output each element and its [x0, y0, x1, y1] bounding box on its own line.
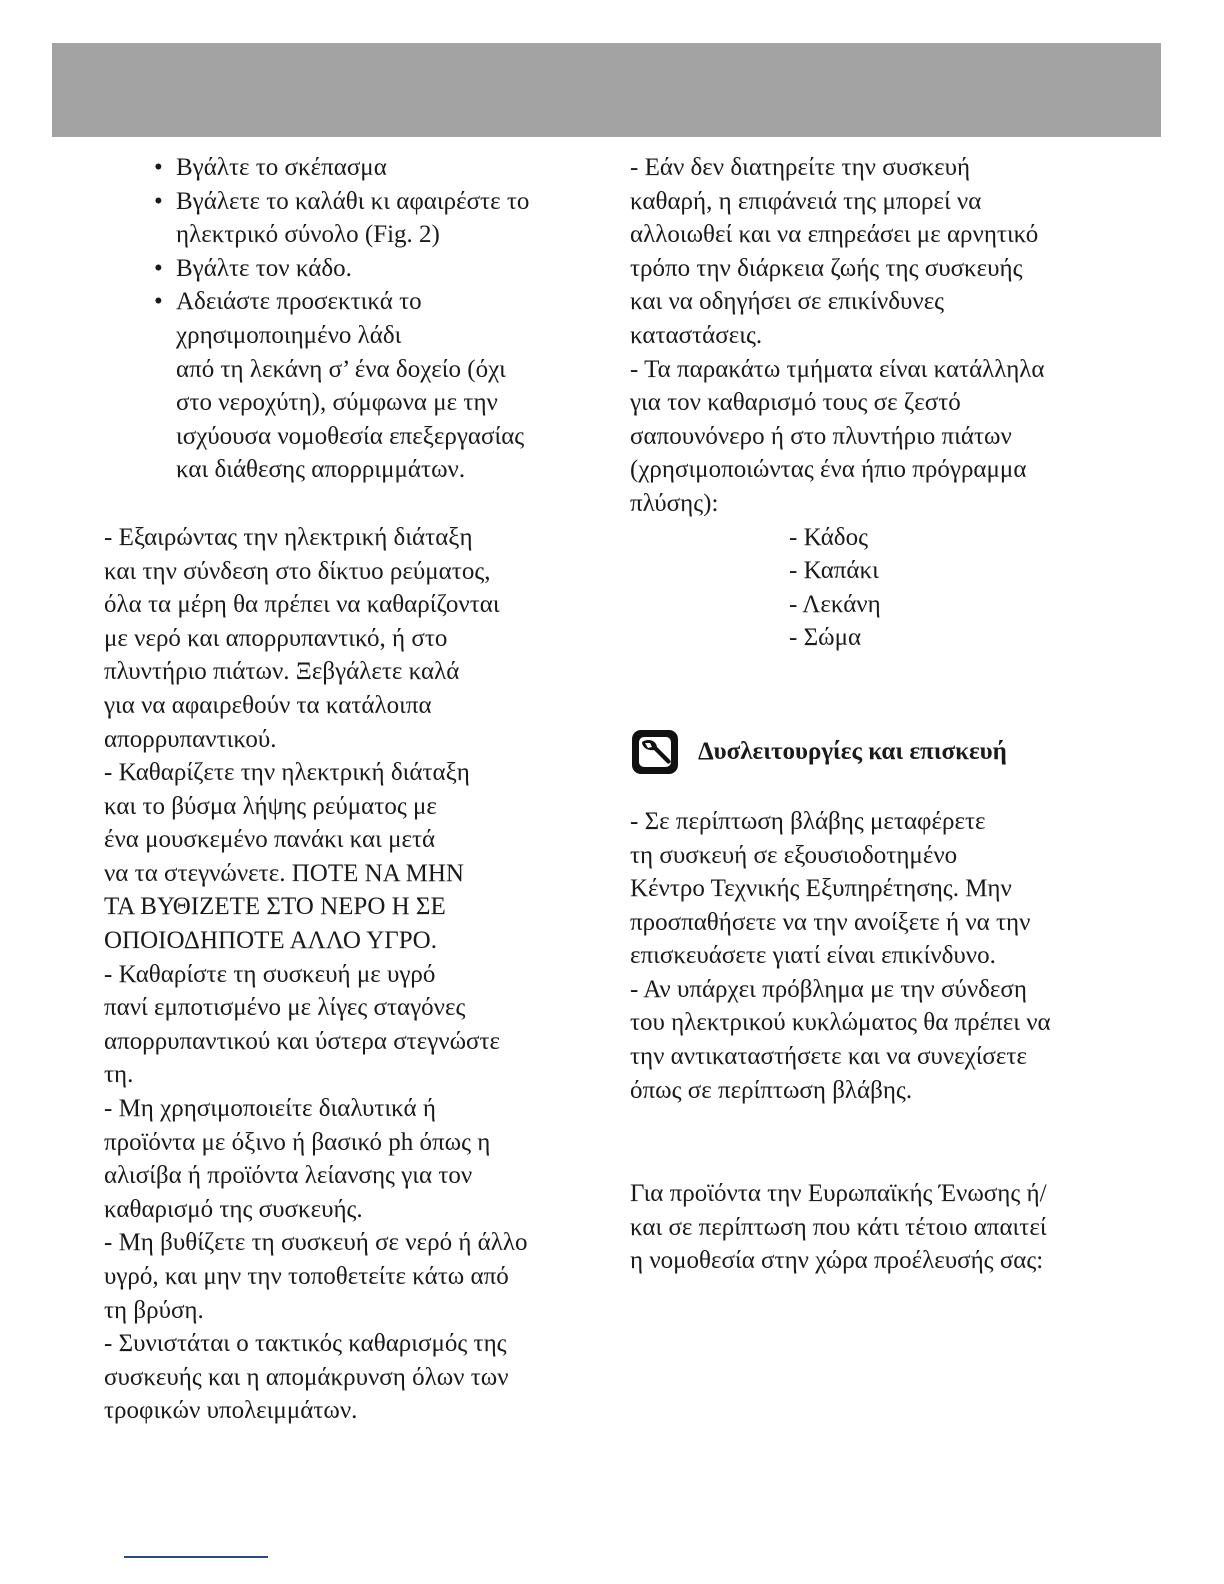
text-line: Κέντρο Τεχνικής Εξυπηρέτησης. Μην: [630, 875, 1012, 903]
text-line: - Αν υπάρχει πρόβλημα με την σύνδεση: [630, 975, 1027, 1003]
text-line: υγρό, και μην την τοποθετείτε κάτω από: [104, 1263, 509, 1290]
list-item: - Κάδος: [789, 523, 868, 551]
cleaning-instructions: [104, 521, 594, 1428]
text-line: - Εξαιρώντας την ηλεκτρική διάταξη: [104, 523, 473, 551]
text-line: με νερό και απορρυπαντικό, ή στο: [104, 624, 448, 652]
text-line: και το βύσμα λήψης ρεύματος με: [104, 792, 437, 820]
bullet-icon: •: [154, 254, 163, 282]
text-line: ΟΠΟΙΟΔΗΠΟΤΕ ΑΛΛΟ ΥΓΡΟ.: [104, 927, 437, 955]
text-line: και την σύνδεση στο δίκτυο ρεύματος,: [104, 557, 491, 585]
text-line: - Σε περίπτωση βλάβης μεταφέρετε: [630, 807, 986, 835]
text-line: προϊόντα με όξινο ή βασικό ph όπως η: [104, 1128, 491, 1156]
text-line: την αντικαταστήσετε και να συνεχίσετε: [630, 1043, 1027, 1071]
right-column: [630, 151, 1130, 1278]
text-line: τροφικών υπολειμμάτων.: [104, 1397, 358, 1425]
text-line: αλισίβα ή προϊόντα λείανσης για τον: [104, 1162, 473, 1190]
list-item: • Αδειάστε προσεκτικά το χρησιμοποιημένο λάδι από τη λεκάνη σ’ ένα δοχείο (όχι στο νεροχύτη), σύμφωνα με την ισχύουσα νομοθεσία επεξεργασίας και διάθεσης απορριμμάτων.: [104, 285, 594, 487]
text-line: απορρυπαντικού και ύστερα στεγνώστε: [104, 1027, 501, 1055]
section-heading: [630, 723, 1130, 781]
text-line: - Εάν δεν διατηρείτε την συσκευή: [630, 154, 971, 181]
text-line: πλύσης):: [630, 489, 719, 517]
footer-rule: [124, 1556, 268, 1558]
text-line: και να οδηγήσει σε επικίνδυνες: [630, 288, 945, 316]
text-line: τη συσκευή σε εξουσιοδοτημένο: [630, 841, 958, 869]
list-item: • Βγάλετε το καλάθι κι αφαιρέστε το ηλεκτρικό σύνολο (Fig. 2): [104, 185, 594, 252]
text-line: καθαρή, η επιφάνειά της μπορεί να: [630, 187, 982, 215]
text-line: - Μη βυθίζετε τη συσκευή σε νερό ή άλλο: [104, 1229, 528, 1257]
text-line: του ηλεκτρικού κυκλώματος θα πρέπει να: [630, 1009, 1051, 1037]
text-line: αλλοιωθεί και να επηρεάσει με αρνητικό: [630, 221, 1039, 249]
text-line: να τα στεγνώνετε. ΠΟΤΕ ΝΑ ΜΗΝ: [104, 859, 464, 887]
text-line: πλυντήριο πιάτων. Ξεβγάλετε καλά: [104, 658, 460, 686]
text-line: απορρυπαντικού.: [104, 725, 277, 753]
text-line: όλα τα μέρη θα πρέπει να καθαρίζονται: [104, 591, 500, 619]
wrench-icon: [630, 728, 680, 776]
text-line: (χρησιμοποιώντας ένα ήπιο πρόγραμμα: [630, 456, 1027, 484]
list-item: - Λεκάνη: [789, 590, 881, 618]
bullet-icon: •: [154, 288, 163, 316]
text-line: σαπουνόνερο ή στο πλυντήριο πιάτων: [630, 422, 1012, 450]
text-line: επισκευάσετε γιατί είναι επικίνδυνο.: [630, 942, 996, 970]
text-line: καθαρισμό της συσκευής.: [104, 1195, 363, 1223]
removal-steps-list: [104, 151, 594, 487]
text-line: όπως σε περίπτωση βλάβης.: [630, 1076, 913, 1104]
repair-paragraph: [630, 805, 1130, 1107]
header-band: [52, 43, 1161, 137]
bullet-icon: •: [154, 154, 163, 181]
text-line: ένα μουσκεμένο πανάκι και μετά: [104, 826, 436, 854]
list-item: • Βγάλτε το σκέπασμα: [104, 151, 594, 185]
section-title: Δυσλειτουργίες και επισκευή: [698, 738, 1007, 766]
text-line: και σε περίπτωση που κάτι τέτοιο απαιτεί: [630, 1213, 1047, 1241]
text-line: - Καθαρίζετε την ηλεκτρική διάταξη: [104, 759, 470, 787]
maintenance-paragraph: [630, 151, 1130, 521]
text-line: τη.: [104, 1061, 134, 1089]
text-line: - Μη χρησιμοποιείτε διαλυτικά ή: [104, 1095, 436, 1123]
text-line: ΤΑ ΒΥΘΙΖΕΤΕ ΣΤΟ ΝΕΡΟ Η ΣΕ: [104, 893, 446, 921]
text-line: η νομοθεσία στην χώρα προέλευσής σας:: [630, 1247, 1044, 1275]
list-item: - Καπάκι: [789, 557, 879, 585]
bullet-icon: •: [154, 187, 163, 215]
eu-disposal-paragraph: [630, 1177, 1130, 1278]
text-line: - Τα παρακάτω τμήματα είναι κατάλληλα: [630, 355, 1045, 383]
list-item: - Σώμα: [789, 624, 862, 652]
text-line: πανί εμποτισμένο με λίγες σταγόνες: [104, 994, 466, 1022]
list-item: • Βγάλτε τον κάδο.: [104, 252, 594, 286]
dishwasher-safe-parts-list: [630, 521, 1130, 655]
text-line: Για προϊόντα την Ευρωπαϊκής Ένωσης ή/: [630, 1180, 1047, 1208]
text-line: προσπαθήσετε να την ανοίξετε ή να την: [630, 908, 1031, 936]
text-line: καταστάσεις.: [630, 321, 763, 349]
text-line: - Καθαρίστε τη συσκευή με υγρό: [104, 960, 436, 988]
text-line: τη βρύση.: [104, 1296, 204, 1324]
text-line: τρόπο την διάρκεια ζωής της συσκευής: [630, 254, 1023, 282]
text-line: συσκευής και η απομάκρυνση όλων των: [104, 1363, 509, 1391]
left-column: [104, 151, 594, 1428]
text-line: - Συνιστάται ο τακτικός καθαρισμός της: [104, 1330, 507, 1358]
text-line: για να αφαιρεθούν τα κατάλοιπα: [104, 691, 432, 719]
text-line: για τον καθαρισμό τους σε ζεστό: [630, 389, 961, 417]
